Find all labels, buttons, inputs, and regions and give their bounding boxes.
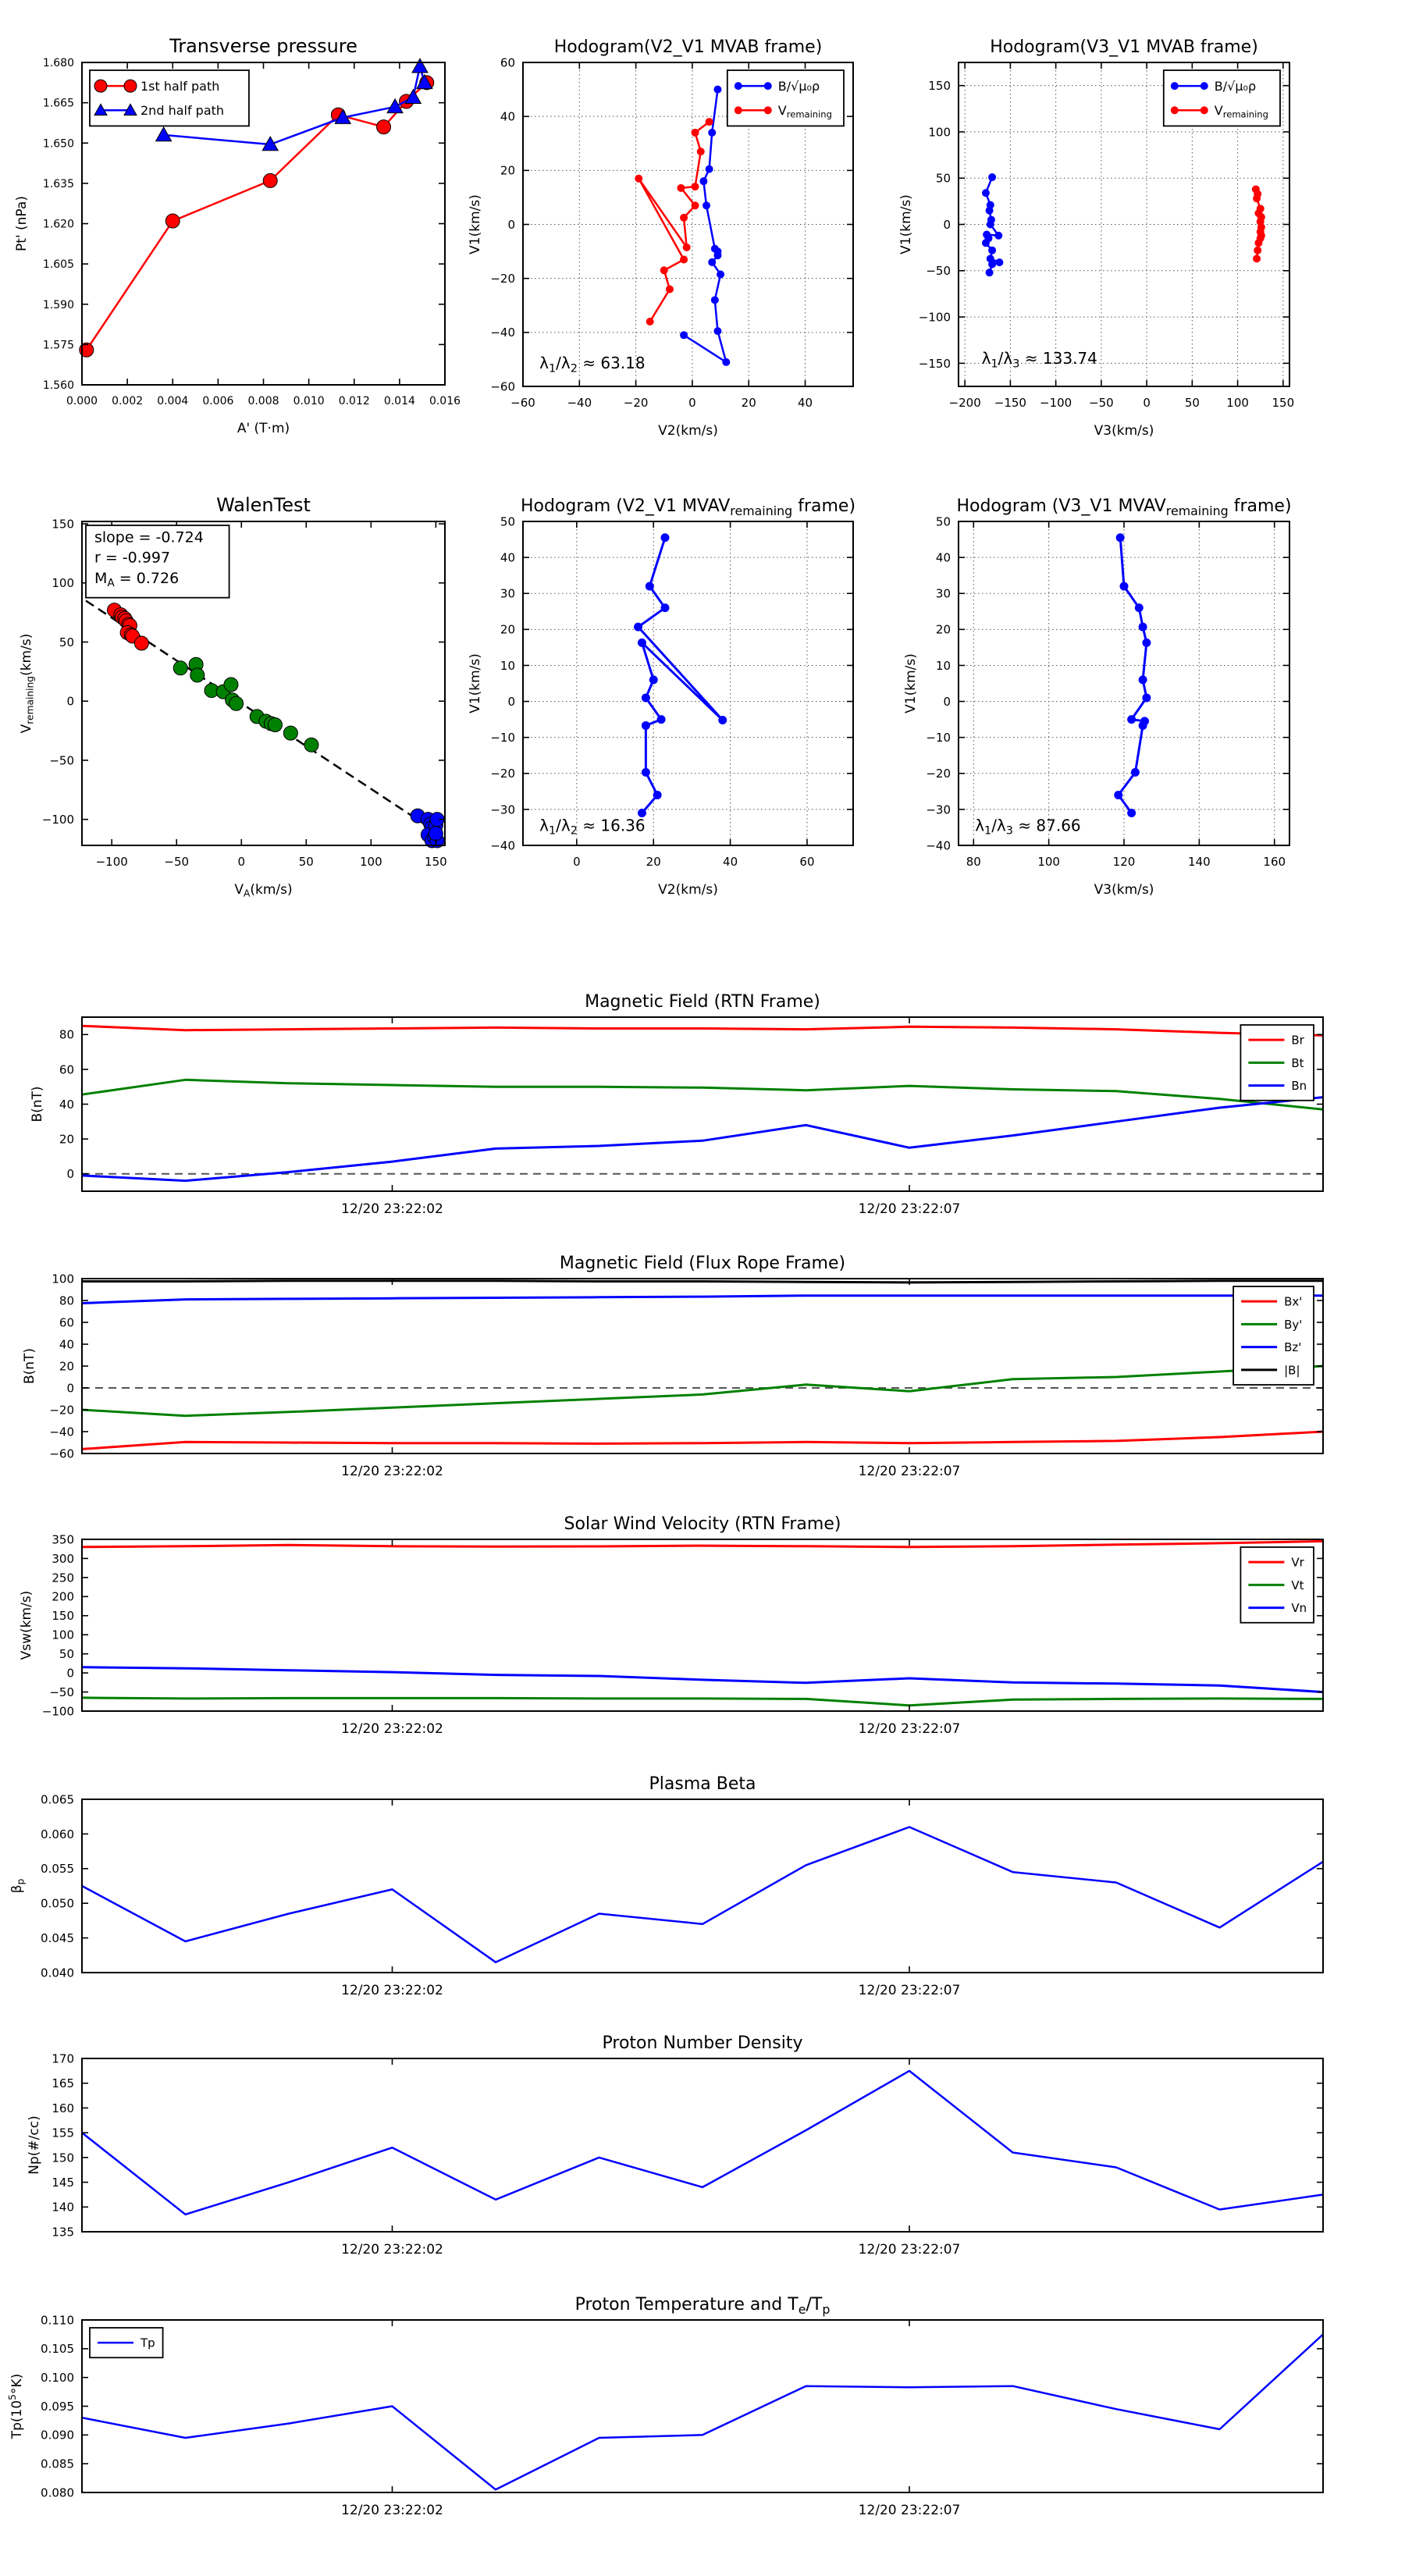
- x-tick-label: −100: [1040, 396, 1072, 410]
- y-axis-label: Pt' (nPa): [14, 196, 30, 251]
- y-tick-label: 0.045: [41, 1931, 74, 1945]
- chart-solar-wind-velocity: [19, 1514, 1323, 1737]
- chart-title: Hodogram(V3_V1 MVAB frame): [990, 37, 1258, 57]
- x-tick-label: 0: [573, 855, 581, 869]
- x-tick-label: −200: [948, 396, 981, 410]
- chart-title: Solar Wind Velocity (RTN Frame): [564, 1514, 841, 1534]
- x-tick-label: 0: [688, 396, 696, 410]
- axis-ticks: [59, 1017, 1323, 1217]
- y-tick-label: 0.060: [41, 1827, 74, 1841]
- y-tick-label: 1.605: [42, 258, 74, 272]
- y-axis-label: Vsw(km/s): [19, 1590, 34, 1660]
- chart-magnetic-field-rtn: [30, 992, 1323, 1217]
- legend-label: Vr: [1291, 1555, 1304, 1570]
- chart-title: Hodogram (V3_V1 $MVAV_{remaining}$ frame): [956, 496, 1292, 518]
- stats-line: $M_A = 0.726$: [94, 569, 180, 590]
- chart-hodogram-v3v1-mvab: [898, 37, 1294, 439]
- x-tick-label: 12/20 23:22:02: [341, 2503, 443, 2518]
- x-tick-label: 160: [1263, 855, 1286, 869]
- y-tick-label: −10: [490, 731, 515, 745]
- x-tick-label: 12/20 23:22:07: [858, 1464, 961, 1479]
- chart-title: Plasma Beta: [649, 1774, 756, 1794]
- x-tick-label: 12/20 23:22:07: [858, 1201, 961, 1217]
- y-axis-label: V1(km/s): [903, 653, 919, 713]
- legend-label: Bz': [1284, 1340, 1302, 1355]
- series-vr: [82, 1541, 1323, 1546]
- x-tick-label: 0: [1143, 396, 1151, 410]
- series-tp: [82, 2334, 1323, 2489]
- y-tick-label: 20: [59, 1132, 74, 1147]
- chart-title: WalenTest: [216, 494, 311, 516]
- y-tick-label: −50: [926, 264, 951, 279]
- series-second-half: [411, 809, 444, 848]
- series-vt: [82, 1698, 1323, 1706]
- y-tick-label: 0: [507, 217, 515, 232]
- series-v-remaining-: [635, 119, 713, 326]
- y-tick-label: 170: [52, 2051, 74, 2066]
- x-tick-label: −20: [623, 396, 649, 410]
- y-tick-label: 155: [52, 2126, 74, 2140]
- x-tick-label: 20: [741, 396, 756, 410]
- legend-label: $V_{remaining}$: [777, 103, 832, 120]
- y-tick-label: 60: [59, 1315, 74, 1330]
- y-tick-label: 1.665: [42, 97, 74, 110]
- x-tick-label: 100: [360, 855, 382, 869]
- x-axis-label: V3(km/s): [1094, 882, 1154, 898]
- y-tick-label: 1.635: [42, 177, 74, 190]
- y-tick-label: −40: [490, 838, 515, 853]
- series-vn: [82, 1667, 1323, 1692]
- y-tick-label: 100: [52, 1272, 74, 1286]
- x-tick-label: 40: [797, 396, 813, 410]
- y-tick-label: 0: [66, 1167, 74, 1182]
- x-tick-label: 50: [298, 855, 314, 869]
- legend-label: 1st half path: [140, 78, 220, 94]
- x-tick-label: 0.006: [202, 395, 234, 407]
- y-tick-label: −50: [49, 753, 74, 768]
- y-tick-label: −20: [490, 767, 515, 781]
- chart-proton-temperature: [7, 2295, 1323, 2518]
- y-tick-label: 0: [66, 694, 74, 709]
- y-tick-label: 30: [500, 586, 515, 601]
- x-tick-label: 0.000: [66, 395, 98, 407]
- x-tick-label: 0: [237, 855, 246, 869]
- y-tick-label: 0.085: [41, 2457, 74, 2471]
- x-tick-label: 100: [1226, 396, 1249, 410]
- annotation: $\lambda_1/\lambda_3 \approx 133.74$: [981, 348, 1097, 371]
- x-tick-label: 12/20 23:22:02: [341, 2242, 443, 2258]
- legend-label: B/√μ₀ρ: [1214, 78, 1257, 94]
- series-beta: [82, 1827, 1323, 1962]
- y-axis-label: V1(km/s): [468, 653, 483, 713]
- y-tick-label: 20: [500, 163, 515, 178]
- series-first-half: [108, 603, 149, 650]
- y-tick-label: 0.105: [41, 2342, 74, 2357]
- y-tick-label: 40: [500, 109, 515, 124]
- y-tick-label: −60: [490, 379, 515, 394]
- chart-title: Proton Temperature and $T_e/T_p$: [574, 2295, 831, 2317]
- stats-line: r = -0.997: [94, 549, 171, 567]
- x-tick-label: 12/20 23:22:02: [341, 1464, 443, 1479]
- y-tick-label: 0: [943, 217, 951, 232]
- x-tick-label: 12/20 23:22:02: [341, 1721, 443, 1737]
- axis-ticks: [52, 2051, 1323, 2258]
- x-axis-label: V3(km/s): [1094, 423, 1154, 439]
- y-tick-label: 50: [935, 171, 951, 186]
- y-tick-label: −100: [918, 310, 951, 325]
- y-tick-label: 150: [52, 1609, 74, 1624]
- y-tick-label: 200: [52, 1589, 74, 1604]
- x-tick-label: 40: [723, 855, 738, 869]
- y-tick-label: 0.050: [41, 1896, 74, 1911]
- chart-proton-number-density: [27, 2033, 1323, 2258]
- y-tick-label: 0: [66, 1381, 74, 1396]
- legend-label: Bn: [1291, 1079, 1307, 1094]
- y-tick-label: 40: [59, 1337, 74, 1352]
- axis-ticks: [42, 1532, 1323, 1737]
- annotation: $\lambda_1/\lambda_2 \approx 16.36$: [539, 816, 646, 838]
- y-tick-label: 10: [935, 658, 951, 673]
- y-tick-label: −150: [918, 356, 951, 371]
- y-tick-label: 1.590: [42, 298, 74, 311]
- chart-title: Proton Number Density: [602, 2033, 803, 2053]
- y-axis-label: V1(km/s): [468, 194, 483, 254]
- x-tick-label: 150: [425, 855, 447, 869]
- chart-magnetic-field-flux-rope: [22, 1254, 1323, 1479]
- x-axis-label: V2(km/s): [658, 423, 718, 439]
- y-tick-label: 150: [52, 2151, 74, 2165]
- axes-spines: [82, 1017, 1323, 1191]
- axis-ticks: [41, 1792, 1323, 1998]
- grid: [959, 521, 1289, 845]
- chart-title: Magnetic Field (Flux Rope Frame): [559, 1254, 846, 1273]
- legend: [1164, 70, 1280, 126]
- y-tick-label: 350: [52, 1532, 74, 1547]
- y-tick-label: −10: [926, 731, 951, 745]
- y-tick-label: 50: [59, 1647, 74, 1662]
- y-axis-label: $Tp(10^5^\circ K)$: [6, 2373, 25, 2439]
- y-tick-label: 50: [59, 635, 74, 649]
- legend-label: By': [1284, 1317, 1303, 1332]
- x-tick-label: 50: [1184, 396, 1200, 410]
- y-tick-label: 1.575: [42, 339, 74, 352]
- y-tick-label: 250: [52, 1571, 74, 1585]
- axes-spines: [82, 1539, 1323, 1711]
- x-tick-label: 12/20 23:22:02: [341, 1201, 443, 1217]
- legend-label: $V_{remaining}$: [1214, 103, 1268, 120]
- y-tick-label: 0: [507, 694, 515, 709]
- x-tick-label: 12/20 23:22:02: [341, 1983, 443, 1998]
- legend: [1240, 1025, 1314, 1101]
- y-tick-label: 165: [52, 2076, 74, 2091]
- y-tick-label: 20: [935, 622, 951, 637]
- series-b-: [982, 174, 1002, 276]
- x-tick-label: −100: [95, 855, 128, 869]
- x-tick-label: 20: [646, 855, 661, 869]
- y-axis-label: V1(km/s): [898, 194, 914, 254]
- x-tick-label: 120: [1112, 855, 1136, 869]
- series-bz-: [82, 1296, 1323, 1304]
- y-tick-label: −100: [41, 1704, 74, 1719]
- chart-transverse-pressure: [14, 35, 461, 436]
- chart-hodogram-v3v1-mvav: [903, 496, 1292, 898]
- y-tick-label: 0: [66, 1666, 74, 1681]
- axes-spines: [959, 521, 1289, 845]
- legend-label: Vn: [1291, 1601, 1307, 1616]
- y-tick-label: −20: [490, 272, 515, 286]
- x-tick-label: 0.012: [338, 395, 370, 407]
- chart-hodogram-v2v1-mvab: [468, 37, 853, 439]
- y-tick-label: −60: [49, 1446, 74, 1461]
- y-tick-label: 1.650: [42, 137, 74, 151]
- y-tick-label: 300: [52, 1551, 74, 1566]
- x-tick-label: −60: [510, 396, 535, 410]
- series--b-: [82, 1281, 1323, 1283]
- x-tick-label: −50: [164, 855, 190, 869]
- y-tick-label: 100: [52, 1628, 74, 1642]
- axes-spines: [82, 1279, 1323, 1453]
- x-tick-label: 0.010: [293, 395, 325, 407]
- x-axis-label: A' (T·m): [237, 421, 290, 436]
- y-tick-label: −40: [490, 326, 515, 340]
- y-tick-label: 40: [59, 1097, 74, 1112]
- y-tick-label: 20: [500, 622, 515, 637]
- y-tick-label: 50: [935, 514, 951, 529]
- y-tick-label: 1.620: [42, 218, 74, 231]
- axes-spines: [82, 2320, 1323, 2492]
- stats-line: slope = -0.724: [94, 528, 204, 546]
- y-tick-label: 1.560: [42, 379, 74, 393]
- legend: [90, 2328, 163, 2357]
- y-tick-label: 0.065: [41, 1792, 74, 1807]
- series-v-remaining-: [1252, 186, 1264, 262]
- x-tick-label: 80: [966, 855, 981, 869]
- y-tick-label: 135: [52, 2225, 74, 2240]
- y-tick-label: 0.110: [41, 2313, 74, 2328]
- legend-label: |B|: [1284, 1363, 1300, 1378]
- y-tick-label: 0: [943, 694, 951, 709]
- series-middle: [173, 657, 318, 752]
- x-tick-label: 140: [1188, 855, 1211, 869]
- stats-box: [86, 525, 229, 598]
- y-tick-label: 20: [59, 1359, 74, 1374]
- legend: [727, 70, 844, 126]
- y-axis-label: $V_{remaining}(km/s)$: [19, 633, 36, 734]
- y-tick-label: 0.090: [41, 2428, 74, 2443]
- legend: [90, 70, 249, 126]
- legend-label: B/√μ₀ρ: [777, 78, 820, 94]
- y-axis-label: Np(#/cc): [27, 2115, 42, 2175]
- y-axis-label: B(nT): [30, 1086, 45, 1123]
- y-tick-label: 1.680: [42, 57, 74, 70]
- x-tick-label: 12/20 23:22:07: [858, 2242, 961, 2258]
- series-bn: [82, 1098, 1323, 1181]
- y-tick-label: 50: [500, 514, 515, 529]
- y-tick-label: 80: [59, 1027, 74, 1042]
- axes-spines: [82, 2058, 1323, 2232]
- y-tick-label: 0.080: [41, 2485, 74, 2500]
- legend-label: Bx': [1284, 1294, 1303, 1309]
- x-tick-label: 0.008: [247, 395, 279, 407]
- y-tick-label: 0.100: [41, 2371, 74, 2386]
- legend-label: 2nd half path: [140, 103, 225, 119]
- chart-plasma-beta: [9, 1774, 1323, 1998]
- y-tick-label: 0.055: [41, 1862, 74, 1877]
- series-by-: [82, 1366, 1323, 1416]
- x-tick-label: 0.016: [429, 395, 461, 407]
- x-tick-label: −40: [567, 396, 592, 410]
- series-bx-: [82, 1432, 1323, 1449]
- y-tick-label: 140: [52, 2200, 74, 2215]
- y-tick-label: 0.040: [41, 1966, 74, 1980]
- y-tick-label: 150: [52, 517, 74, 532]
- chart-title: Transverse pressure: [169, 35, 357, 57]
- chart-title: Hodogram (V2_V1 $MVAV_{remaining}$ frame): [520, 496, 856, 518]
- chart-walen-test: [19, 494, 447, 899]
- x-tick-label: 0.004: [157, 395, 189, 407]
- y-tick-label: −50: [49, 1685, 74, 1699]
- legend-label: Vt: [1291, 1578, 1304, 1592]
- y-tick-label: −20: [49, 1403, 74, 1418]
- legend: [1240, 1547, 1314, 1623]
- y-tick-label: 60: [59, 1062, 74, 1077]
- y-tick-label: 30: [935, 586, 951, 601]
- series-bt: [82, 1080, 1323, 1109]
- series-b-: [681, 86, 730, 365]
- y-tick-label: 60: [500, 55, 515, 70]
- x-tick-label: 150: [1272, 396, 1295, 410]
- annotation: $\lambda_1/\lambda_3 \approx 87.66$: [975, 816, 1081, 838]
- y-tick-label: −20: [926, 767, 951, 781]
- chart-title: Hodogram(V2_V1 MVAB frame): [553, 37, 823, 57]
- y-axis-label: $\beta_p$: [9, 1878, 27, 1894]
- x-tick-label: 0.002: [112, 395, 144, 407]
- chart-title: Magnetic Field (RTN Frame): [585, 992, 820, 1012]
- y-tick-label: 40: [500, 550, 515, 565]
- x-tick-label: 12/20 23:22:07: [858, 1983, 961, 1998]
- series-v: [635, 534, 727, 817]
- legend-label: Br: [1291, 1033, 1304, 1048]
- annotation: $\lambda_1/\lambda_2 \approx 63.18$: [539, 354, 646, 375]
- x-axis-label: V2(km/s): [658, 882, 718, 898]
- x-tick-label: 12/20 23:22:07: [858, 1721, 961, 1737]
- y-tick-label: −30: [926, 802, 951, 817]
- x-tick-label: −150: [994, 396, 1026, 410]
- x-tick-label: 0.014: [383, 395, 415, 407]
- y-tick-label: 145: [52, 2175, 74, 2190]
- chart-hodogram-v2v1-mvav: [468, 496, 855, 898]
- y-tick-label: 0.095: [41, 2399, 74, 2414]
- x-tick-label: 60: [799, 855, 815, 869]
- axis-ticks: [41, 2313, 1323, 2518]
- legend: [1233, 1286, 1314, 1385]
- y-tick-label: 150: [928, 79, 951, 94]
- series-v: [1115, 534, 1151, 817]
- y-tick-label: 100: [52, 576, 74, 591]
- legend-label: Bt: [1291, 1055, 1304, 1070]
- y-tick-label: 10: [500, 658, 515, 673]
- x-tick-label: 100: [1037, 855, 1060, 869]
- y-tick-label: −40: [49, 1425, 74, 1439]
- axes-spines: [82, 1799, 1323, 1973]
- y-tick-label: 40: [935, 550, 951, 565]
- y-tick-label: 80: [59, 1293, 74, 1308]
- y-tick-label: −40: [926, 838, 951, 853]
- series-br: [82, 1026, 1323, 1035]
- x-tick-label: 12/20 23:22:07: [858, 2503, 961, 2518]
- x-tick-label: −50: [1089, 396, 1114, 410]
- y-tick-label: 160: [52, 2101, 74, 2115]
- y-axis-label: B(nT): [22, 1347, 37, 1385]
- series-np: [82, 2071, 1323, 2215]
- y-tick-label: −100: [41, 813, 74, 827]
- y-tick-label: 100: [928, 125, 951, 140]
- y-tick-label: −30: [490, 802, 515, 817]
- x-axis-label: $V_A(km/s)$: [234, 882, 293, 899]
- legend-label: Tp: [140, 2336, 155, 2350]
